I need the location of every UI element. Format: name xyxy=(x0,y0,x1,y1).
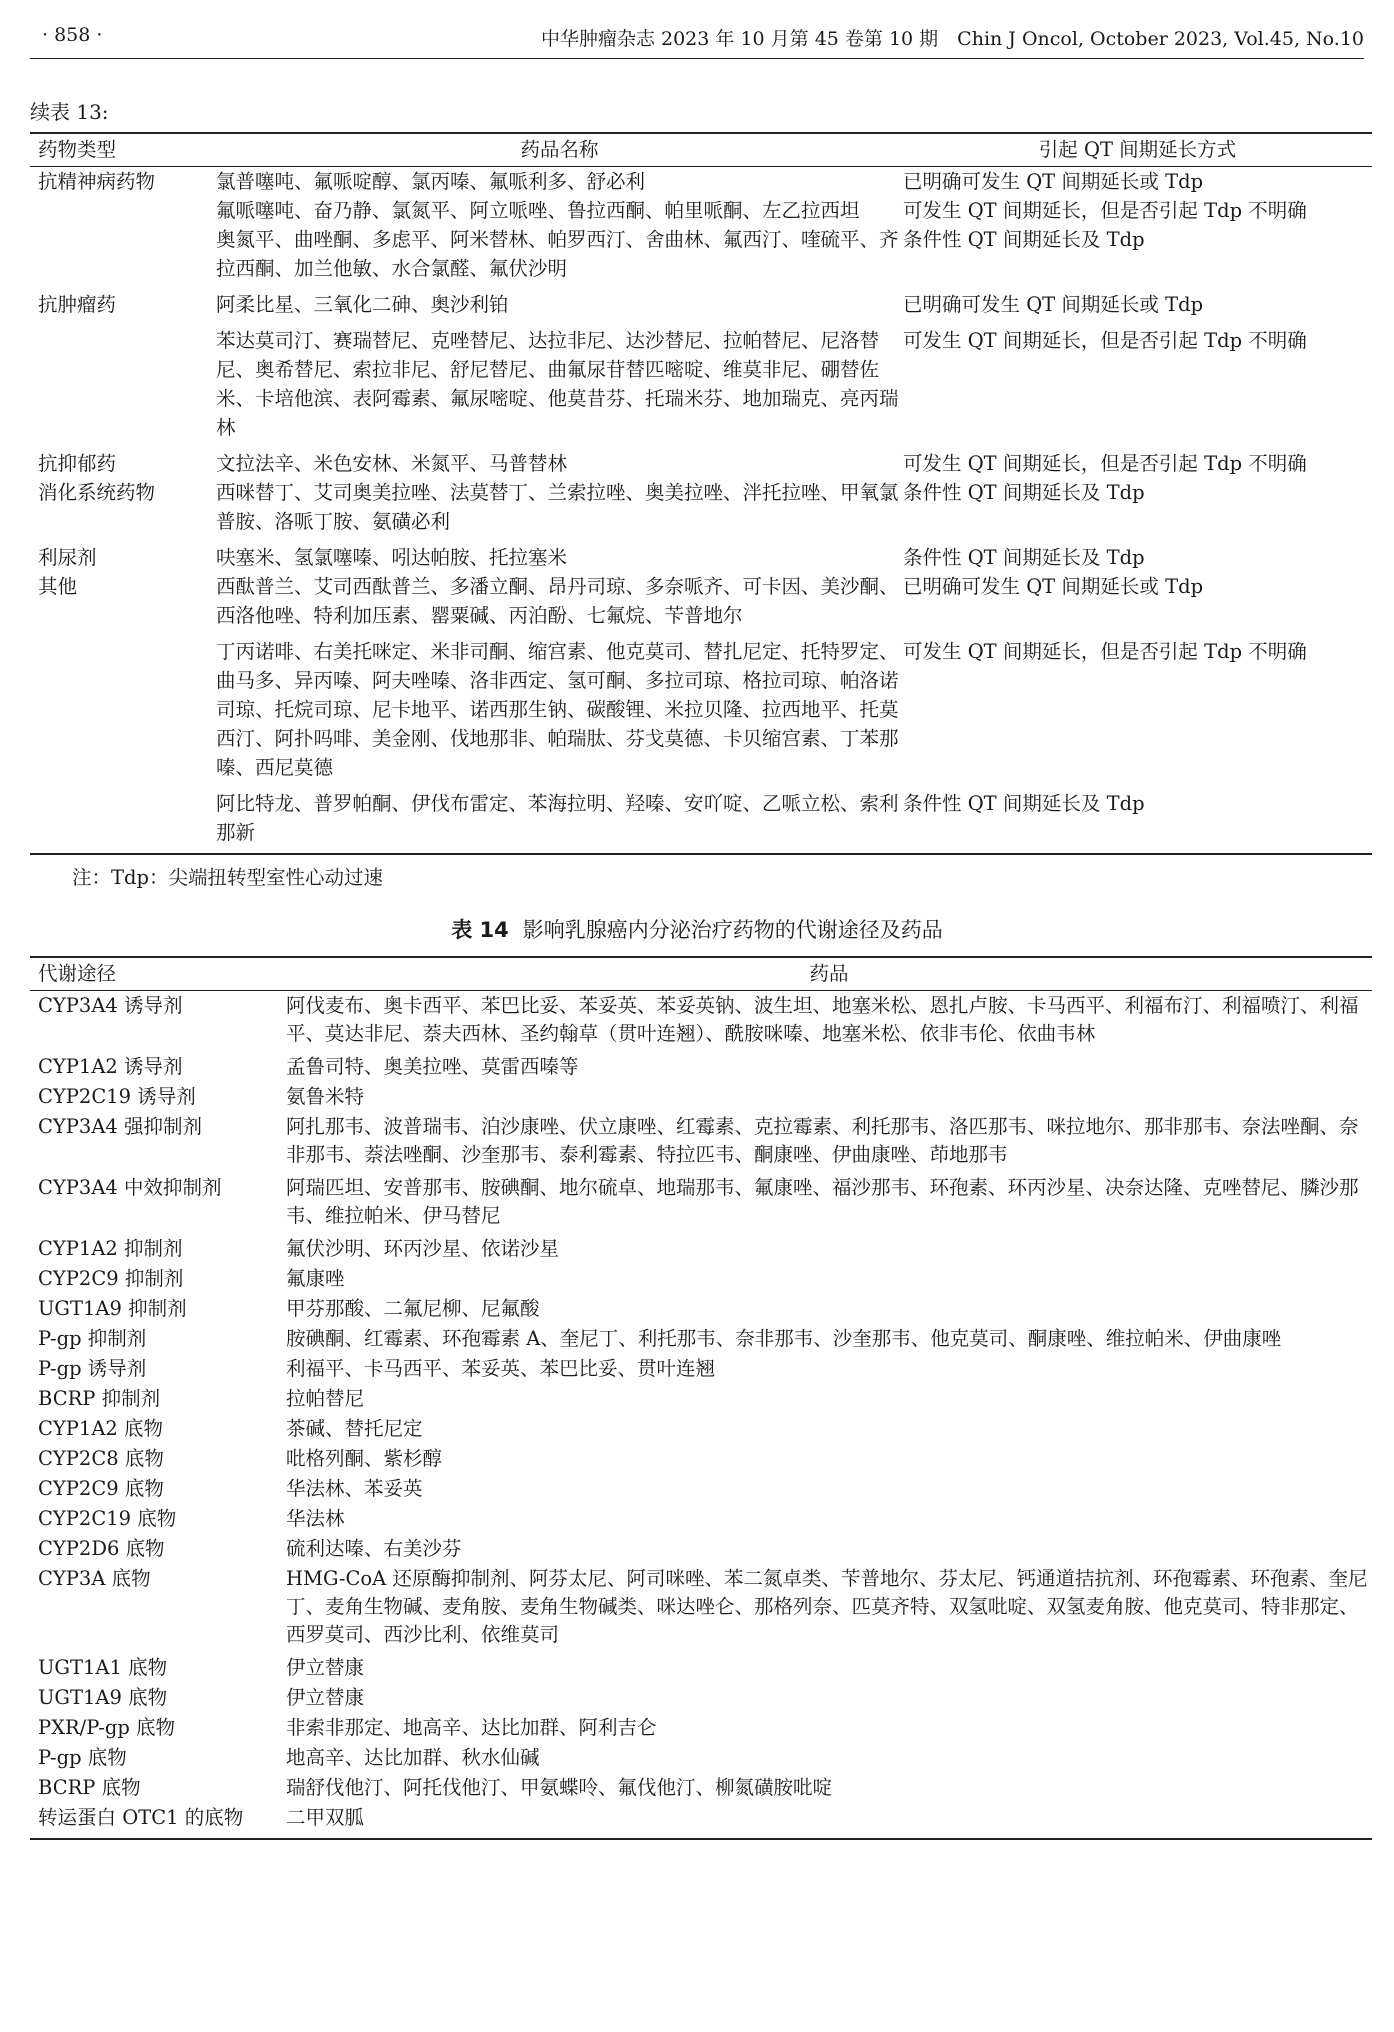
table-row xyxy=(30,167,1372,197)
mode-cell: 条件性 QT 间期延长及 Tdp xyxy=(903,481,1145,504)
pathway-cell: BCRP 底物 xyxy=(38,1776,141,1799)
table-row xyxy=(30,1743,1372,1773)
pathway-cell: 转运蛋白 OTC1 的底物 xyxy=(30,1803,286,1839)
table14-col-pathway: 代谢途径 xyxy=(30,957,286,991)
table-row xyxy=(30,1653,1372,1683)
journal-citation: 中华肿瘤杂志 2023 年 10 月第 45 卷第 10 期 Chin J Oncol, October 2023, Vol.45, No.10 xyxy=(540,28,1364,50)
category-cell: 抗肿瘤药 xyxy=(38,293,117,316)
table-row xyxy=(30,442,1372,478)
table-row xyxy=(30,1803,1372,1839)
drugs-cell: 茶碱、替托尼定 xyxy=(286,1417,423,1440)
drugs-cell: 甲芬那酸、二氟尼柳、尼氟酸 xyxy=(286,1297,540,1320)
pathway-cell: CYP2C9 底物 xyxy=(38,1477,164,1500)
table14-body xyxy=(30,991,1372,1840)
pathway-cell: UGT1A9 底物 xyxy=(38,1686,168,1709)
table14 xyxy=(30,956,1372,1840)
table-row xyxy=(30,1504,1372,1534)
running-header xyxy=(30,24,1364,56)
drugs-cell: 文拉法辛、米色安林、米氮平、马普替林 xyxy=(216,452,568,475)
drugs-cell: 吡格列酮、紫杉醇 xyxy=(286,1447,443,1470)
table-row xyxy=(30,1713,1372,1743)
mode-cell: 可发生 QT 间期延长，但是否引起 Tdp 不明确 xyxy=(903,640,1307,663)
drugs-cell: 伊立替康 xyxy=(286,1686,365,1709)
table-row xyxy=(30,1052,1372,1082)
drugs-cell: 伊立替康 xyxy=(286,1656,365,1679)
drugs-cell: 呋塞米、氢氯噻嗪、吲达帕胺、托拉塞米 xyxy=(216,546,568,569)
table-row xyxy=(30,536,1372,572)
category-cell xyxy=(30,630,216,782)
table13-header-row xyxy=(30,133,1372,167)
category-cell xyxy=(30,196,216,225)
pathway-cell: P-gp 抑制剂 xyxy=(38,1327,147,1350)
drugs-cell: 拉帕替尼 xyxy=(286,1387,365,1410)
drugs-cell: 华法林、苯妥英 xyxy=(286,1477,423,1500)
pathway-cell: CYP2D6 底物 xyxy=(38,1537,165,1560)
pathway-cell: UGT1A1 底物 xyxy=(38,1656,168,1679)
drugs-cell: 非索非那定、地高辛、达比加群、阿利吉仑 xyxy=(286,1716,657,1739)
mode-cell: 可发生 QT 间期延长，但是否引起 Tdp 不明确 xyxy=(903,199,1307,222)
pathway-cell: CYP3A4 中效抑制剂 xyxy=(38,1176,222,1199)
drugs-cell: 氨鲁米特 xyxy=(286,1085,365,1108)
table-row xyxy=(30,1112,1372,1173)
pathway-cell: CYP1A2 诱导剂 xyxy=(38,1055,183,1078)
pathway-cell: CYP2C8 底物 xyxy=(38,1447,164,1470)
drugs-cell: 氟伏沙明、环丙沙星、依诺沙星 xyxy=(286,1237,560,1260)
table-row xyxy=(30,782,1372,854)
category-cell xyxy=(30,319,216,442)
drugs-cell: 苯达莫司汀、赛瑞替尼、克唑替尼、达拉非尼、达沙替尼、拉帕替尼、尼洛替尼、奥希替尼、索拉非尼、舒尼替尼、曲氟尿苷替匹嘧啶、维莫非尼、硼替佐米、卡培他滨、表阿霉素、氟尿嘧啶、他莫昔芬、托瑞米芬、地加瑞克、亮丙瑞林 xyxy=(216,329,899,439)
drugs-cell: 西酞普兰、艾司西酞普兰、多潘立酮、昂丹司琼、多奈哌齐、可卡因、美沙酮、西洛他唑、特利加压素、罂粟碱、丙泊酚、七氟烷、苄普地尔 xyxy=(216,575,899,627)
mode-cell: 可发生 QT 间期延长，但是否引起 Tdp 不明确 xyxy=(903,329,1307,352)
category-cell: 消化系统药物 xyxy=(38,481,156,504)
drugs-cell: 氯普噻吨、氟哌啶醇、氯丙嗪、氟哌利多、舒必利 xyxy=(216,170,646,193)
table-row xyxy=(30,1444,1372,1474)
table14-caption xyxy=(30,914,1364,944)
table-row xyxy=(30,1173,1372,1234)
table14-title: 影响乳腺癌内分泌治疗药物的代谢途径及药品 xyxy=(522,918,943,942)
mode-cell: 已明确可发生 QT 间期延长或 Tdp xyxy=(903,575,1204,598)
drugs-cell: 华法林 xyxy=(286,1507,345,1530)
drugs-cell: 地高辛、达比加群、秋水仙碱 xyxy=(286,1746,540,1769)
table13-body xyxy=(30,167,1372,855)
table13 xyxy=(30,132,1372,855)
drugs-cell: 阿柔比星、三氧化二砷、奥沙利铂 xyxy=(216,293,509,316)
table-row xyxy=(30,1384,1372,1414)
table-row xyxy=(30,991,1372,1053)
table13-col-drugs: 药品名称 xyxy=(216,133,903,167)
table-row xyxy=(30,1234,1372,1264)
table13-col-type: 药物类型 xyxy=(30,133,216,167)
table14-col-drugs: 药品 xyxy=(286,957,1372,991)
drugs-cell: 孟鲁司特、奥美拉唑、莫雷西嗪等 xyxy=(286,1055,579,1078)
table-row xyxy=(30,1264,1372,1294)
pathway-cell: P-gp 诱导剂 xyxy=(38,1357,147,1380)
table-row xyxy=(30,1474,1372,1504)
drugs-cell: 丁丙诺啡、右美托咪定、米非司酮、缩宫素、他克莫司、替扎尼定、托特罗定、曲马多、异丙嗪、阿夫唑嗪、洛非西定、氢可酮、多拉司琼、格拉司琼、帕洛诺司琼、托烷司琼、尼卡地平、诺西那生钠、碳酸锂、米拉贝隆、拉西地平、托莫西汀、阿扑吗啡、美金刚、伐地那非、帕瑞肽、芬戈莫德、卡贝缩宫素、丁苯那嗪、西尼莫德 xyxy=(216,640,899,779)
drugs-cell: 阿瑞匹坦、安普那韦、胺碘酮、地尔硫卓、地瑞那韦、氟康唑、福沙那韦、环孢素、环丙沙星、决奈达隆、克唑替尼、膦沙那韦、维拉帕米、伊马替尼 xyxy=(286,1176,1359,1227)
table-row xyxy=(30,572,1372,630)
drugs-cell: 氟康唑 xyxy=(286,1267,345,1290)
mode-cell: 条件性 QT 间期延长及 Tdp xyxy=(903,228,1145,251)
table-row xyxy=(30,319,1372,442)
pathway-cell: BCRP 抑制剂 xyxy=(38,1387,161,1410)
table-row xyxy=(30,1082,1372,1112)
drugs-cell: 阿伐麦布、奥卡西平、苯巴比妥、苯妥英、苯妥英钠、波生坦、地塞米松、恩扎卢胺、卡马西平、利福布汀、利福喷汀、利福平、莫达非尼、萘夫西林、圣约翰草（贯叶连翘）、酰胺咪嗪、地塞米松、依非韦伦、依曲韦林 xyxy=(286,994,1359,1045)
mode-cell: 已明确可发生 QT 间期延长或 Tdp xyxy=(903,170,1204,193)
drugs-cell: 瑞舒伐他汀、阿托伐他汀、甲氨蝶呤、氟伐他汀、柳氮磺胺吡啶 xyxy=(286,1776,833,1799)
category-cell: 抗抑郁药 xyxy=(38,452,117,475)
mode-cell: 条件性 QT 间期延长及 Tdp xyxy=(903,546,1145,569)
drugs-cell: 奥氮平、曲唑酮、多虑平、阿米替林、帕罗西汀、舍曲林、氟西汀、喹硫平、齐拉西酮、加兰他敏、水合氯醛、氟伏沙明 xyxy=(216,228,899,280)
drugs-cell: 阿扎那韦、波普瑞韦、泊沙康唑、伏立康唑、红霉素、克拉霉素、利托那韦、洛匹那韦、咪拉地尔、那非那韦、奈法唑酮、奈非那韦、萘法唑酮、沙奎那韦、泰利霉素、特拉匹韦、酮康唑、伊曲康唑、茚地那韦 xyxy=(286,1115,1359,1166)
category-cell: 其他 xyxy=(38,575,78,598)
table13-continued-title: 续表 13: xyxy=(30,100,109,124)
drugs-cell: HMG-CoA 还原酶抑制剂、阿芬太尼、阿司咪唑、苯二氮卓类、苄普地尔、芬太尼、钙通道拮抗剂、环孢霉素、环孢素、奎尼丁、麦角生物碱、麦角胺、麦角生物碱类、咪达唑仑、那格列奈、匹莫齐特、双氢吡啶、双氢麦角胺、他克莫司、特非那定、西罗莫司、西沙比利、依维莫司 xyxy=(286,1567,1368,1646)
table-row xyxy=(30,1564,1372,1653)
table-row xyxy=(30,1414,1372,1444)
drugs-cell: 硫利达嗪、右美沙芬 xyxy=(286,1537,462,1560)
category-cell xyxy=(30,225,216,283)
table-row xyxy=(30,196,1372,225)
table-row xyxy=(30,225,1372,283)
drugs-cell: 胺碘酮、红霉素、环孢霉素 A、奎尼丁、利托那韦、奈非那韦、沙奎那韦、他克莫司、酮康唑、维拉帕米、伊曲康唑 xyxy=(286,1327,1282,1350)
table-row xyxy=(30,1324,1372,1354)
category-cell xyxy=(30,782,216,854)
table-row xyxy=(30,630,1372,782)
pathway-cell: UGT1A9 抑制剂 xyxy=(38,1297,187,1320)
table-row xyxy=(30,1354,1372,1384)
pathway-cell: CYP1A2 抑制剂 xyxy=(38,1237,183,1260)
pathway-cell: CYP1A2 底物 xyxy=(38,1417,164,1440)
category-cell: 抗精神病药物 xyxy=(38,170,156,193)
table-row xyxy=(30,1294,1372,1324)
category-cell: 利尿剂 xyxy=(38,546,97,569)
mode-cell: 可发生 QT 间期延长，但是否引起 Tdp 不明确 xyxy=(903,452,1307,475)
table-row xyxy=(30,283,1372,319)
mode-cell: 已明确可发生 QT 间期延长或 Tdp xyxy=(903,293,1204,316)
pathway-cell: CYP3A 底物 xyxy=(38,1567,151,1590)
pathway-cell: CYP3A4 强抑制剂 xyxy=(38,1115,203,1138)
pathway-cell: PXR/P-gp 底物 xyxy=(38,1716,176,1739)
table-row xyxy=(30,478,1372,536)
pathway-cell: CYP3A4 诱导剂 xyxy=(38,994,183,1017)
table14-header-row xyxy=(30,957,1372,991)
pathway-cell: P-gp 底物 xyxy=(38,1746,127,1769)
drugs-cell: 西咪替丁、艾司奥美拉唑、法莫替丁、兰索拉唑、奥美拉唑、泮托拉唑、甲氧氯普胺、洛哌丁胺、氨磺必利 xyxy=(216,481,899,533)
table13-footnote: 注：Tdp：尖端扭转型室性心动过速 xyxy=(72,866,383,889)
table14-number: 表 14 xyxy=(451,918,509,942)
header-rule xyxy=(30,58,1364,59)
table-row xyxy=(30,1773,1372,1803)
page-number: · 858 · xyxy=(42,24,103,46)
mode-cell: 条件性 QT 间期延长及 Tdp xyxy=(903,782,1372,854)
pathway-cell: CYP2C9 抑制剂 xyxy=(38,1267,184,1290)
table-row xyxy=(30,1683,1372,1713)
drugs-cell: 氟哌噻吨、奋乃静、氯氮平、阿立哌唑、鲁拉西酮、帕里哌酮、左乙拉西坦 xyxy=(216,199,860,222)
pathway-cell: CYP2C19 底物 xyxy=(38,1507,177,1530)
drugs-cell: 阿比特龙、普罗帕酮、伊伐布雷定、苯海拉明、羟嗪、安吖啶、乙哌立松、索利那新 xyxy=(216,782,903,854)
table-row xyxy=(30,1534,1372,1564)
table13-col-mode: 引起 QT 间期延长方式 xyxy=(903,133,1372,167)
pathway-cell: CYP2C19 诱导剂 xyxy=(38,1085,196,1108)
drugs-cell: 二甲双胍 xyxy=(286,1803,1372,1839)
drugs-cell: 利福平、卡马西平、苯妥英、苯巴比妥、贯叶连翘 xyxy=(286,1357,716,1380)
